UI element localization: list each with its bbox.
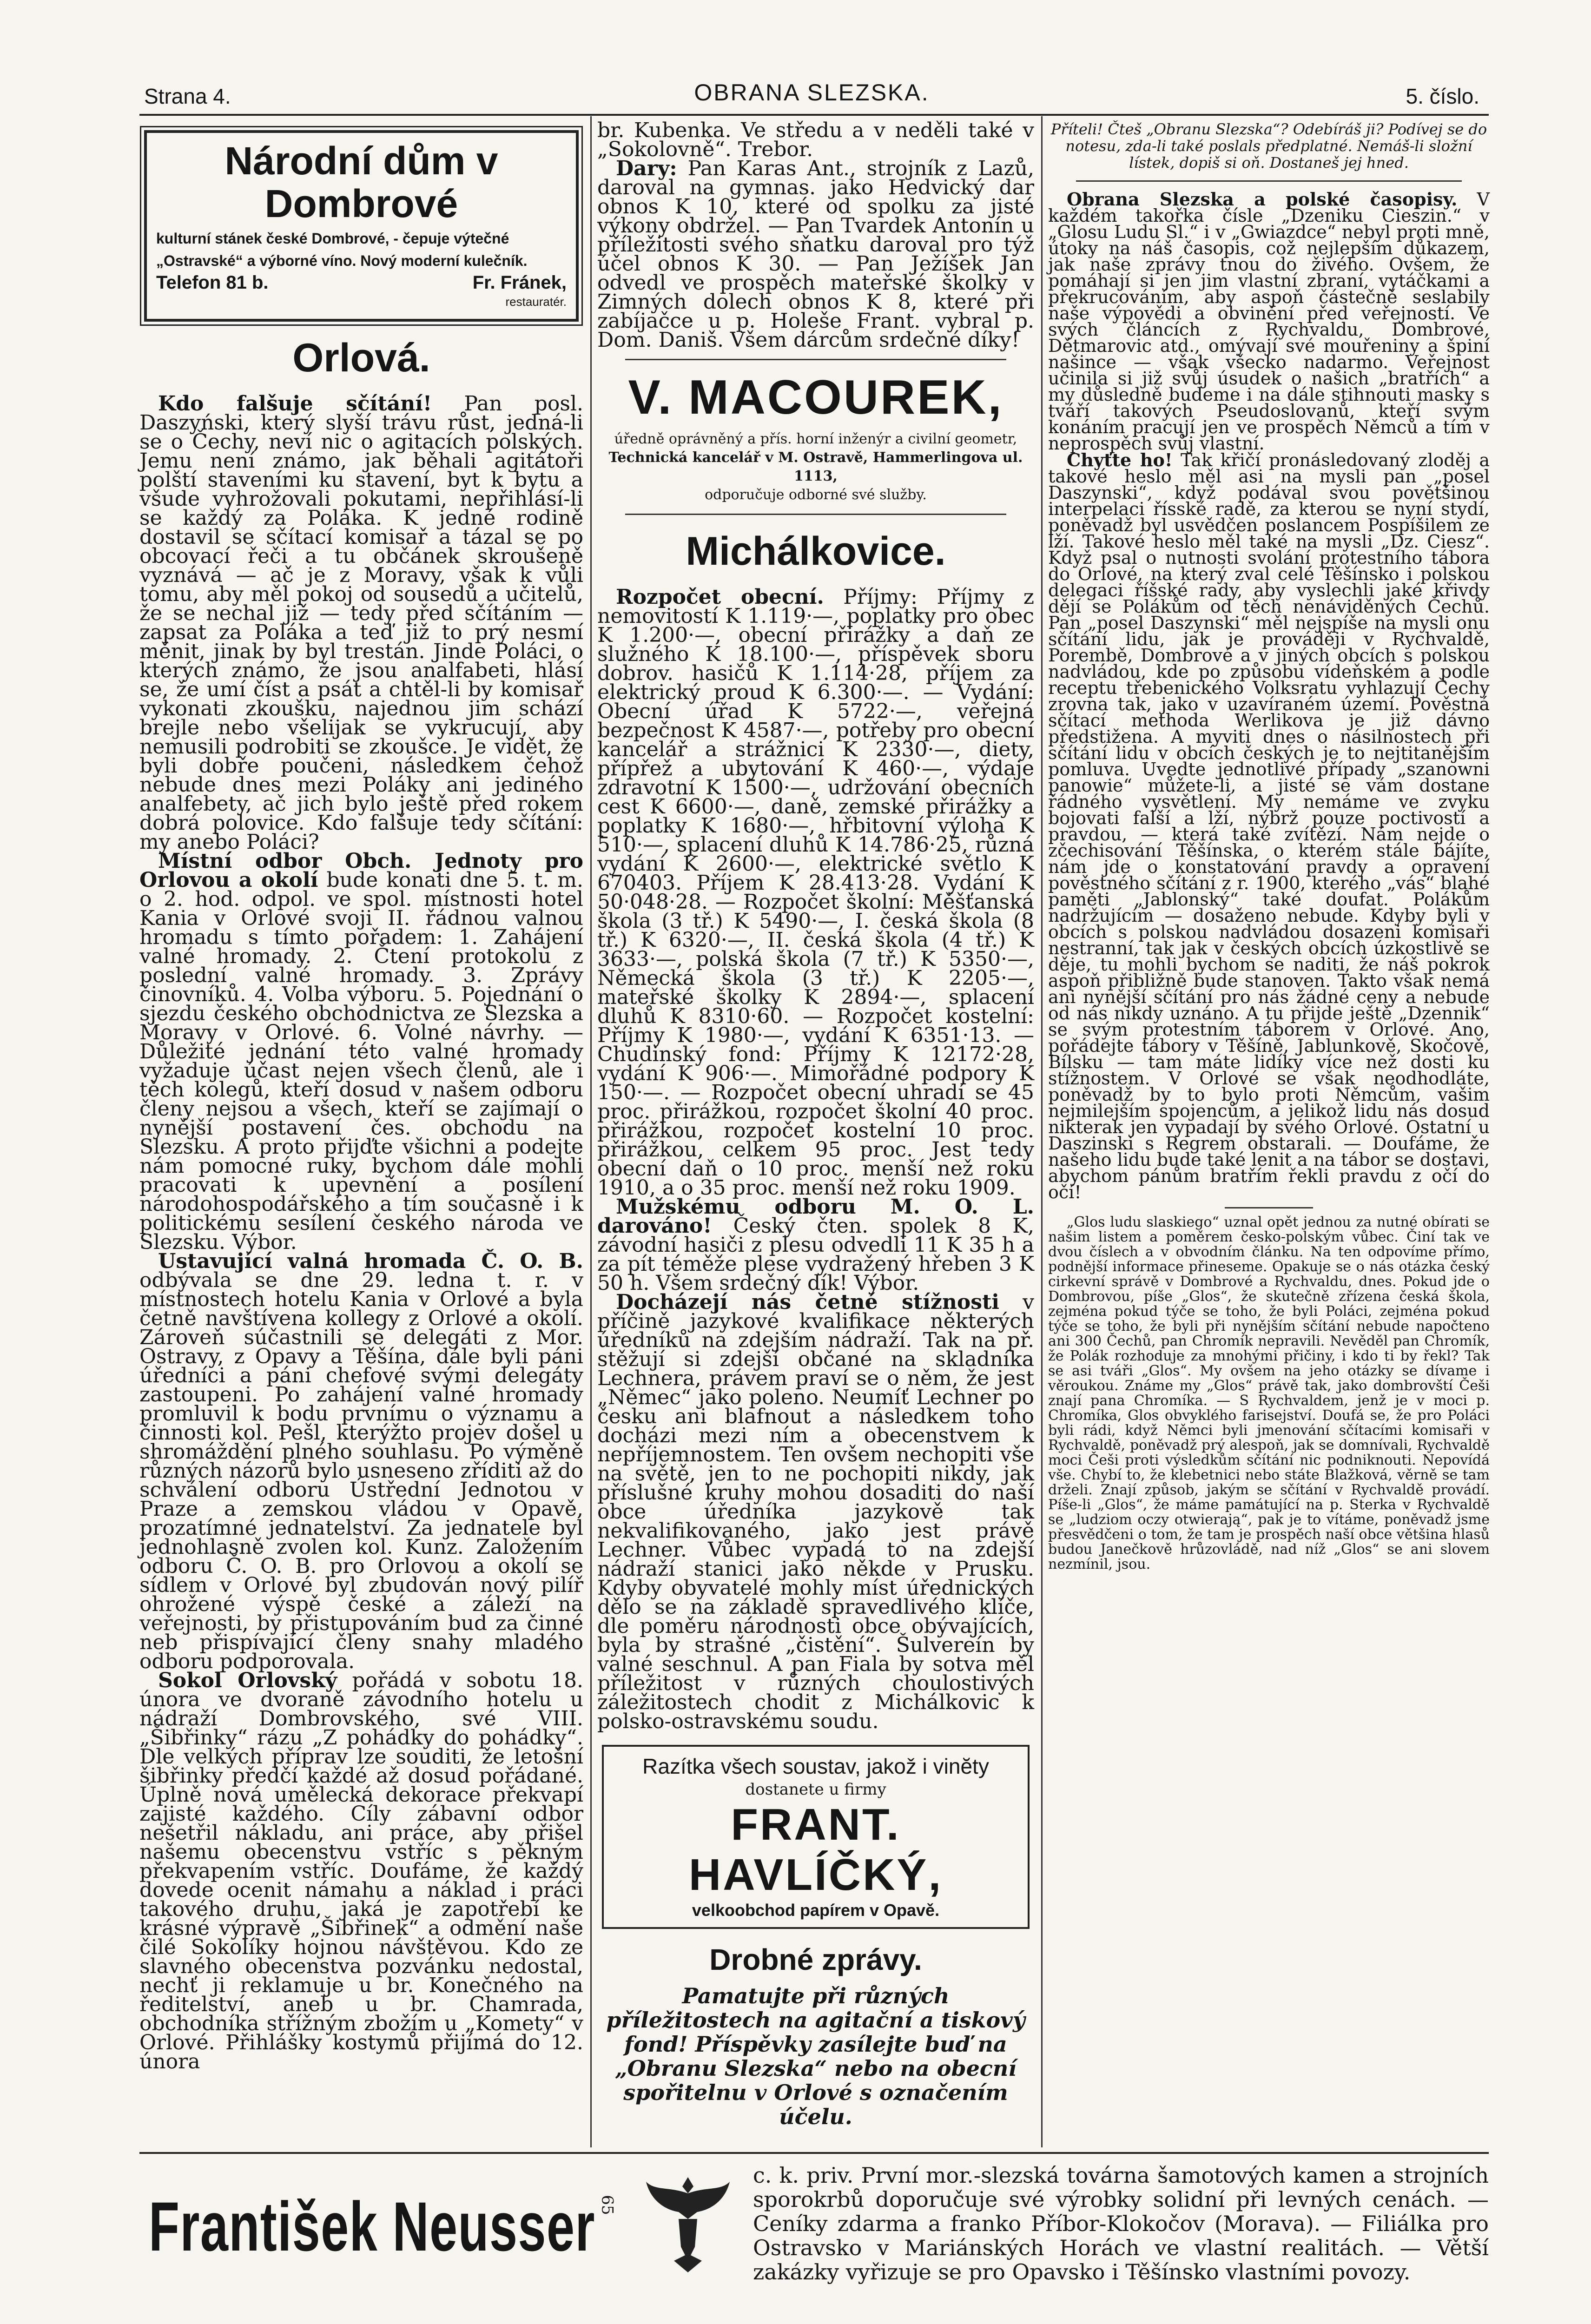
ad-macourek-line: Technická kancelář v M. Ostravě, Hammerlingova ul. 1113, [608, 449, 1023, 484]
section-heading-drobne: Drobné zprávy. [709, 1943, 922, 1976]
ad-macourek-name: V. MACOUREK, [628, 370, 1003, 424]
ad-neusser [139, 2152, 1489, 2289]
newspaper-title: OBRANA SLEZSKA. [694, 79, 930, 106]
article-lead: Místní odbor Obch. Jednoty pro Orlovou a okolí [139, 849, 583, 892]
article-text: Tak křičí pronásledovaný zloděj a takové heslo měl asi na mysli pan „posel Daszynski“, když podával svou povětšinou interpelaci řísské radě, za kterou se nyní stydí, poněvadž byl usvědčen poslancem Pospíšilem ze lží. Takové heslo měl také na mysli „Dz. Ciesz“. Když psal o nutnosti svolání protestního tábora do Orlové, na který zval celé Těšínsko i polskou delegaci říšské rady, aby vyslechli jaké křivdy dějí se Polákům od těch nenáviděných Čechů. Pan „posel Daszynski“ měl nejspíše na mysli onu sčítání lidu, jak je prováději v Rychvaldě, Porembě, Dombrové a v jiných obcích s polskou nadvládou, kde po způsobu vídeňském a podle receptu třebenického Volksratu vyhlazují Čechy zrovna tak, jako v uzavíraném území. Pověstná sčítací methoda Werlikova je již dávno předstižena. A myviti dnes o násilnostech při sčítání lidu v obcích českých je to nejtitanějším pomluva. Uvedte jednotlivé případy „szanowni panowie“ můžete-li, a jisté se vám dostane řádného vysvětlení. My nemáme ve zvyku bojovati falší a lží, nýbrž pouze poctivostí a pravdou, — která také zvítězí. Nám nejde o zčechisování Těšínska, o kterém stále bájíte, nám jde o konstatování pravdy a opravení pověstného sčítání z r. 1900, kterého „vás“ blahé paměti „Jablonský“ také doufat. Polákům nadržujícím — dosaženo nebude. Kdyby byli v obcích s polskou nadvládou dosazeni komisaři nestranní, tak jak v českých obcích úzkostlivě se děje, tu mohli bychom se naditi, že náš pokrok aspoň přibližně bude stanoven. Takto však nemá ani nynější sčítání pro nás žádné ceny a nebude od nás nikdy uznáno. A tu přijde ještě „Dzennik“ se svým protestním táborem v Orlové. Ano, pořádejte tábory v Těšíně, Jablunkově, Skočově, Bílsku — tam máte lidíky více než dosti ku stížnostem. V Orlové se však neodhodláte, poněvadž by to bylo proti Němcům, vašim nejmilejším spojencům, a jelikož lidu nás dosud nikterak jen vypadají by svého Orlové. Ostatní u Daszinski s Regrem obstarali. — Doufáme, že našeho lidu bude také lenit a na tábor se dostavi, abychom pánům bratřím řekli pravdu z očí do očí! [1048, 450, 1490, 1202]
ad-owner-role: restauratér. [505, 295, 567, 309]
article-text: Český čten. spolek 8 K, závodní hasiči z plesu odvedli 11 K 35 h a za pít téměže plese vydražený hřeben 3 K 50 h. Všem srdečný dík! Výbor. [597, 1214, 1034, 1295]
article-lead: Chyťte ho! [1067, 449, 1173, 470]
article-lead: Sokol Orlovský [158, 1669, 337, 1692]
column-divider [590, 116, 592, 2147]
article-lead: Docházejí nás četné stížnosti [616, 1290, 1000, 1314]
article-text: v příčině jazykové kvalifikace některých úředníků na zdejším nádraží. Tak na př. stěžují si zdejší občané na skladníka Lechnera, právem praví se o něm, že jest „Němec“ jako poleno. Neumíť Lechner po česku ani blafnout a následkem toho docházi mezi ním a obecenstvem k nepříjemnostem. Ten ovšem nechopiti vše na světě, jen to ne pochopiti nikdy, jak příslušné kruhy mohou dosaditi do naší obce úředníka jazykově tak nekvalifikovaného, jako jest právě Lechner. Vůbec vypadá to na zdejší nádraží stanici jako někde v Prusku. Kdyby obyvatelé mohly míst úřednických dělo se na základě spravedlivého klíče, dle poměru národnosti obce obývajících, byla by strašné „čistění“. Šulvereín by valné seschnul. A pan Fiala by sotva měl příležitost v různých choulostivých záležitostech chodit z Michálkovic k polsko-ostravskému soudu. [597, 1290, 1034, 1733]
ad-phone: Telefon 81 b. [156, 272, 269, 293]
article-text: odbývala se dne 29. ledna t. r. v místnostech hotelu Kania v Orlové a byla četně navštívena kollegy z Orlové a okolí. Zároveň súčastnili se delegáti z Mor. Ostravy, z Opavy a Těšína, dále byli páni úředníci a páni chefové svými delegáty zastoupeni. Po zahájení valné hromady promluvil k bodu prvnímu o významu a činnosti kol. Pešl, kterýžto projev došel u shromáždění plného souhlasu. Po výměně různých názorů bylo usneseno zříditi až do schválení odboru Ústřední Jednotou v Praze a zemskou vládou v Opavě, prozatímné jednatelství. Za jednatele byl jednohlasně zvolen kol. Kunz. Založením odboru Č. O. B. pro Orlovou a okolí se sídlem v Orlové byl zbudován nový pilíř ohrožené výspě české a záleží na veřejnosti, by přistupováním bud za činné neb přispívající členy snahy mladého odboru podporovala. [139, 1268, 583, 1673]
header-rule [139, 114, 1489, 116]
page-number: Strana 4. [144, 84, 231, 108]
separator [1076, 180, 1462, 182]
ad-havlicky [602, 1745, 1030, 1929]
article-text: br. Kubenka. Ve středu a v neděli také v „Sokolovně“. Trebor. [597, 119, 1034, 161]
ad-neusser-name: František Neusser [149, 2187, 595, 2265]
page-header [144, 74, 1479, 112]
ad-line: kulturní stánek české Dombrové, - čepuje výtečné [156, 230, 509, 247]
article-text-small: „Glos ludu slaskiego“ uznal opět jednou za nutné obírati se našim listem a poměrem česko-polským vůbec. Činí tak ve dvou číslech a v obvodním článku. Na ten odpovíme přímo, podnější informace přineseme. Opakuje se o nás otázka český cirkevní správě v Dombrové a Rychvaldu, dnes. Pokud jde o Dombrovou, píše „Glos“, že skutečně zřízena česká škola, zejména pokud týče se toho, že byli Poláci, zejména pokud týče se toho, že byli při nynějším sčítání nebude napočteno ani 300 Čechů, pan Chromík nepravili. Nevěděl pan Chromík, že Polák rozhoduje za mnohými přičiny, i kdo ti by řekl? Tak se asi tváři „Glos“. My ovšem na jeho otázky se dívame i věroukou. Známe my „Glos“ právě tak, jako dombrovští Češi znají pana Chromíka. — S Rychvaldem, jenž je v moci p. Chromíka, Glos obvyklého farisejství. Doufá se, že pro Poláci byli rádi, když Němci byli jmenování sčítacími komisaři v Rychvaldě, poněvadž prý alespoň, jak se domnívali, Rychvaldě moci Češi proti výsledkům sčítání nic podniknouti. Nepovídá vše. Chybí to, že klebetnici nebo státe Blažková, věrně se tam drželi. Znají způsob, jakým se sčítání v Rychvaldě provádí. Píše-li „Glos“, že máme památující na p. Sterka v Rychvaldě se „ludziom oczy otwierają“, pak je to vítáme, poněvadž jsme přesvědčeni o tom, že tam je prospěch naší obce většina hlasů budou Janečkově hrůzovládě, nad níž „Glos“ se ani slovem nezmínil, jsou. [1048, 1214, 1490, 1572]
article-text: V každém takořka čísle „Dzeniku Cieszin.“ v „Glosu Ludu Sl.“ i v „Gwiazdce“ nebyl proti mně, útoky na náš časopis, což nejlepším důkazem, jak naše zprávy tnou do živého. Ovšem, že pomáhají si jen jim vlastní zbraní, vytáčkami a překrucováním, aby aspoň částečně seslabily naše výpovědi a obvinění před veřejností. Ve svých článcích z Rychvaldu, Dombrové, Dětmarovic atd., omývají své mouřeniny a špiní našince — však všeckο nadarmo. Veřejnost učinila si již svůj úsudek o našich „bratřích“ a my důsledně budeme i na dále stihnouti masky s tváří takových Pseudoslovanů, kteří svým konáním pracují jen ve prospěch Němců a tím v neprospěch svůj vlastní. [1048, 189, 1490, 454]
section-heading-orlova: Orlová. [292, 336, 430, 380]
separator [625, 359, 1006, 360]
article-lead: Kdo falšuje sčítání! [158, 392, 432, 416]
article-text: bude konati dne 5. t. m. o 2. hod. odpol. ve spol. místnosti hotel Kania v Orlové svoji II. řádnou valnou hromadu s tímto pořadem: 1. Zahájení valné hromady. 2. Čtení protokolu z poslední valné hromady. 3. Zprávy činovníků. 4. Volba výboru. 5. Pojednání o sjezdu českého obchodnictva ze Slezska a Moravy v Orlové. 6. Volné návrhy. — Důležité jednání této valné hromady vyžaduje účast nejen všech členů, ale i těch kolegů, kteří dosud v našem odboru členy nejsou a všech, kteří se zajímají o nynější postavení čes. obchodu na Slezsku. A proto přijďte všichni a podejte nám pomocné ruky, bychom dále mohli pracovati k upevnění a posílení národohospodářského a tím současně i k politickému sesílení českého národa ve Slezsku. Výbor. [139, 868, 583, 1254]
ad-neusser-number: 65 [598, 2195, 617, 2215]
article-text: Příjmy: Příjmy z nemovitostí K 1.119·—, poplatky pro obec K 1.200·—, obecní přirážky a daň ze služného K 18.100·—, příspěvek sboru dobrov. hasičů K 1.114·28, příjem za elektrický proud K 6.300·—. — Vydání: Obecní úřad K 5722·—, veřejná bezpečnost K 4587·—, potřeby pro obecní kancelář a strážnici K 2330·—, diety, přípřež a ubytování K 460·—, výdaje zdravotní K 1500·—, udržování obecních cest K 6600·—, daně, zemské přirážky a poplatky K 1680·—, hřbitovní výloha K 510·—, splacení dluhů K 14.786·25, různá vydání K 2600·—, elektrické světlo K 670403. Příjem K 28.413·28. Vydání K 50·048·28. — Rozpočet školní: Měšťanská škola (3 tř.) K 5490·—, I. česká škola (8 tř.) K 6320·—, II. česká škola (4 tř.) K 3633·—, polská škola (7 tř.) K 5350·—, Německá škola (3 tř.) K 2205·—, mateřské školky K 2894·—, splacení dluhů K 8310·60. — Rozpočet kostelní: Příjmy K 1980·—, vydání K 6351·13. — Chudinský fond: Příjmy K 12172·28, vydání K 906·—. Mimořádné podpory K 150·—. — Rozpočet obecní uhradí se 45 proc. přirážkou, rozpočet školní 40 proc. přirážkou, rozpočet kostelní 10 proc. přirážkou, celkem 95 proc. Jest tedy obecní daň o 10 proc. menší než roku 1910, a o 35 proc. menší než roku 1909. [597, 585, 1034, 1200]
ad-neusser-text: c. k. priv. První mor.-slezská továrna šamotových kamen a strojních sporokrbů doporučuje své výrobky solidní při levných cenách. — Ceníky zdarma a franko Příbor-Klokočov (Morava). — Filiálka pro Ostravsko v Mariánských Horách ve vlastní realitách. — Větší zakázky vyřizuje se pro Opavsko i Těšínsko vlastními povozy. [753, 2163, 1489, 2284]
separator [1225, 1207, 1313, 1208]
eagle-emblem-icon [641, 2168, 734, 2275]
article-lead: Ustavující valná hromada Č. O. B. [158, 1249, 583, 1273]
ad-havlicky-line: dostanete u firmy [745, 1780, 886, 1799]
ad-owner: Fr. Fránek, [472, 272, 567, 293]
article-text: Pan posl. Daszyński, který slyší trávu růst, jedná-li se o Čechy, neví nic o agitacích polských. Jemu není známo, jak běhali agitátoři polští staveními ku stavení, byt k bytu a všude vyhrožovali pokutami, nepřihlásí-li se každý za Poláka. K jedné rodině dostavil se sčítací komisař a tázal se po obcovací řeči a tu občánek skroušeně vyznává — ač je z Moravy, však k vůli tomu, aby měl pokoj od sousedů a učitelů, že se nechal již — tedy před sčítáním — zapsat za Poláka a teď již to prý nesmí měnit, jinak by byl trestán. Jinde Poláci, o kterých známo, že jsou analfabeti, hlásí se, že umí číst a psát a chtěl-li by komisař vykonati zkoušku, najednou jim schází brejle nebo všelijak se vykrucují, aby nemusili podrobiti se zkoušce. Je vidět, že byli dobře poučeni, následkem čehož nebude dnes mezi Poláky ani jediného analfebety, ač jich bylo ještě před rokem dobrá polovice. Kdo falšuje tedy sčítání: my anebo Poláci? [139, 392, 583, 854]
separator [625, 514, 1006, 515]
ad-havlicky-line: Razítka všech soustav, jakož i vinĕty [642, 1754, 989, 1778]
middle-column [597, 121, 1034, 2129]
left-column [139, 121, 583, 2071]
article-lead: Obrana Slezska a polské časopisy. [1067, 189, 1458, 210]
article-lead: Mužskému odboru M. O. L. darováno! [597, 1195, 1034, 1238]
article-lead: Dary: [616, 157, 677, 180]
ad-havlicky-name: FRANT. HAVLÍČKÝ, [688, 1800, 943, 1900]
ad-contact-row [156, 273, 567, 292]
reader-note: Příteli! Čteš „Obranu Slezska“? Odebíráš ji? Podívej se do notesu, zda-li také poslals předplatné. Nemáš-li složní lístek, dopiš si oň. Dostaneš jej hned. [1050, 120, 1487, 172]
article-text: pořádá v sobotu 18. února ve dvoraně závodního hotelu u nádraží Dombrovského, své VIII. „Šibřinky“ rázu „Z pohádky do pohádky“. Dle velkých příprav lze souditi, že letošní šibřinky předčí každé až dosud pořádané. Úplně nová umělecká dekorace překvapí zajisté každého. Cíly zábavní odbor nešetřil nákladu, ani práce, aby přišel našemu obecenstvu vstříc s pěkným překvapením vstříc. Doufáme, že každý dovede ocenit námahu a náklad i práci takového druhu, jaká je zapotřebí ke krásné výpravě „Šibřinek“ a odmění naše čilé Sokolíky hojnou návštěvou. Kdo ze slavného obecenstva pozvánku nedostal, nechť ji reklamuje u br. Konečného na ředitelství, aneb u br. Chamrada, obchodníka střížným zbožím u „Komety“ v Orlové. Přihlášky kostymů přijímá do 12. února [139, 1669, 584, 2073]
ad-narodni-dum [144, 130, 579, 322]
ad-line: „Ostravské“ a výborné víno. Nový moderní kulečník. [156, 252, 528, 269]
column-divider [1041, 116, 1043, 2147]
ad-havlicky-line: velkoobchod papírem v Opavě. [692, 1901, 940, 1920]
issue-number: 5. číslo. [1406, 84, 1479, 108]
ad-macourek-line: úředně oprávněný a přís. horní inženýr a civilní geometr, [614, 431, 1017, 447]
ad-title: Národní dům v Dombrové [224, 139, 498, 225]
article-lead: Rozpočet obecní. [616, 585, 824, 609]
right-column [1048, 121, 1490, 1572]
appeal-text: Pamatujte při různých příležitostech na agitační a tiskový fond! Příspěvky zasílejte buď na „Obranu Slezska“ nebo na obecní spořitelnu v Orlové s označením účelu. [606, 1983, 1025, 2129]
article-text: Pan Karas Ant., strojník z Lazů, daroval na gymnas. jako Hedvický dar obnos K 10, které od spolku za jisté výkony obdržel. — Pan Tvardek Antonín u příležitosti svého sňatku daroval pro týž účel obnos K 30. — Pan Ježíšek Jan odvedl ve prospěch mateřské školky v Zimných dolech obnos K 8, které při zabíjačce u p. Holeše Frant. vybral p. Dom. Daniš. Všem dárcům srdečné díky! [597, 157, 1034, 352]
section-heading-michalkovice: Michálkovice. [686, 529, 946, 574]
ad-macourek-line: odporučuje odborné své služby. [705, 487, 927, 503]
